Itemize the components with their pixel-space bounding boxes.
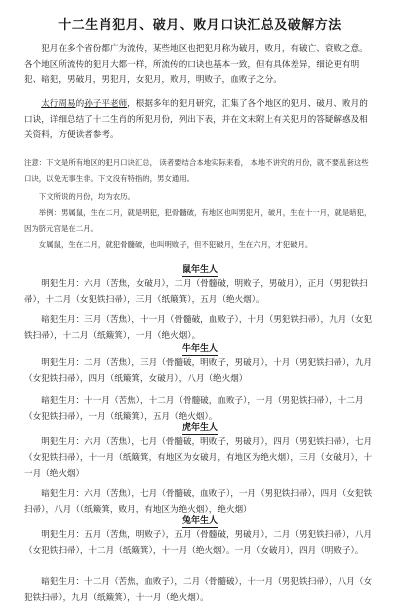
rabbit-an-fan: 暗犯生月：十二月（苦焦，血败子），二月（骨髓破），十一月（男犯铁扫帚），八月（女犯铁扫帚），九月（纸簸箕），十一月（绝火烟）。 bbox=[24, 577, 373, 604]
section-heading-tiger: 虎年生人 bbox=[181, 423, 218, 433]
intro-paragraph-1: 犯月在多个省份都广为流传，某些地区也把犯月称为破月，败月，有破亡、衰败之意。各个地区所流传的犯月大都一样，所流传的口诀也基本一致，但有具体差异，细论更有明犯、暗犯，男破月，男犯月，女犯月，败月，明败子，血败子之分。 bbox=[24, 44, 368, 85]
teacher-name: 孙子平老师 bbox=[84, 99, 128, 109]
intro-paragraph-2 bbox=[24, 97, 374, 144]
intro-paragraph-2-text: ，根据多年的犯月研究，汇集了各个地区的犯月、破月、败月的口诀，详细总结了十二生肖的所犯月份，列出下表，并在文末附上有关犯月的答疑解惑及相关资料，方便读者参考。 bbox=[24, 99, 368, 140]
rabbit-ming-fan: 明犯生月：五月（苦焦，明败子），五月（骨髓破，男破月），二月（男犯铁扫帚），八月（女犯铁扫帚），十二月（纸簸箕），十一月（绝火烟）。一月（女破月），四月（明败子）。 bbox=[24, 530, 373, 557]
section-heading-rat: 鼠年生人 bbox=[181, 265, 218, 275]
rat-an-fan: 暗犯生月：三月（苦焦），十一月（骨髓破，血败子），十月（男犯铁扫帚），九月（女犯铁扫帚），十二月（纸簸箕），一月（绝火烟）。 bbox=[24, 315, 373, 342]
author-name: 太行周易 bbox=[41, 99, 76, 109]
ox-ming-fan: 明犯生月：二月（苦焦），三月（骨髓破，明败子，男破月），十月（男犯铁扫帚），九月（女犯铁扫帚），四月（纸簸箕，女破月），八月（绝火烟） bbox=[24, 358, 373, 385]
tiger-an-fan: 暗犯生月：六月（苦焦），七月（骨髓破，血败子），一月（男犯铁扫帚），四月（女犯铁扫帚），八月（（纸簸箕，败月，有地区为绝火烟），绝火烟） bbox=[24, 489, 373, 516]
ox-an-fan: 暗犯生月：十一月（苦焦），十二月（骨髓破，血败子），一月（男犯铁扫帚），十二月（女犯铁扫帚），一月（纸簸箕），五月（绝火烟）。 bbox=[24, 396, 364, 423]
note-notice: 注意：下文是所有地区的犯月口诀汇总， 读者要结合本地实际来看， 本地不讲究的月份，就不要乱套这些口诀，以免无事生非。下文没有特指的，男女通用。 bbox=[24, 158, 369, 183]
section-heading-ox: 牛年生人 bbox=[181, 344, 218, 354]
note-example-male: 举例：男属鼠，生在二月，就是明犯，犯骨髓破，有地区也叫男犯月，破月，生在十一月，就是暗犯，因为脐元宫是在二月。 bbox=[24, 208, 372, 233]
note-example-female: 女属鼠，生在二月，就犯骨髓破，也叫明败子，但不犯破月，生在六月，才犯破月。 bbox=[38, 240, 313, 249]
tiger-ming-fan: 明犯生月：六月（苦焦），七月（骨髓破，明败子，男破月），四月（男犯铁扫帚），七月（女犯铁扫帚），十一月（纸簸箕，有地区为女破月，有地区为绝火烟），三月（女破月），十一月（绝火烟） bbox=[24, 437, 373, 480]
intro-connector: 的 bbox=[75, 99, 85, 109]
rat-ming-fan: 明犯生月：六月（苦焦，女破月），二月（骨髓破，明败子，男破月），正月（男犯铁扫帚），十二月（女犯铁扫帚），三月（纸簸箕），五月（绝火烟）。 bbox=[24, 279, 368, 306]
document-title: 十二生肖犯月、破月、败月口诀汇总及破解方法 bbox=[58, 18, 342, 33]
section-heading-rabbit: 兔年生人 bbox=[181, 516, 218, 526]
note-lunar-months: 下文所说的月份，均为农历。 bbox=[38, 192, 135, 201]
